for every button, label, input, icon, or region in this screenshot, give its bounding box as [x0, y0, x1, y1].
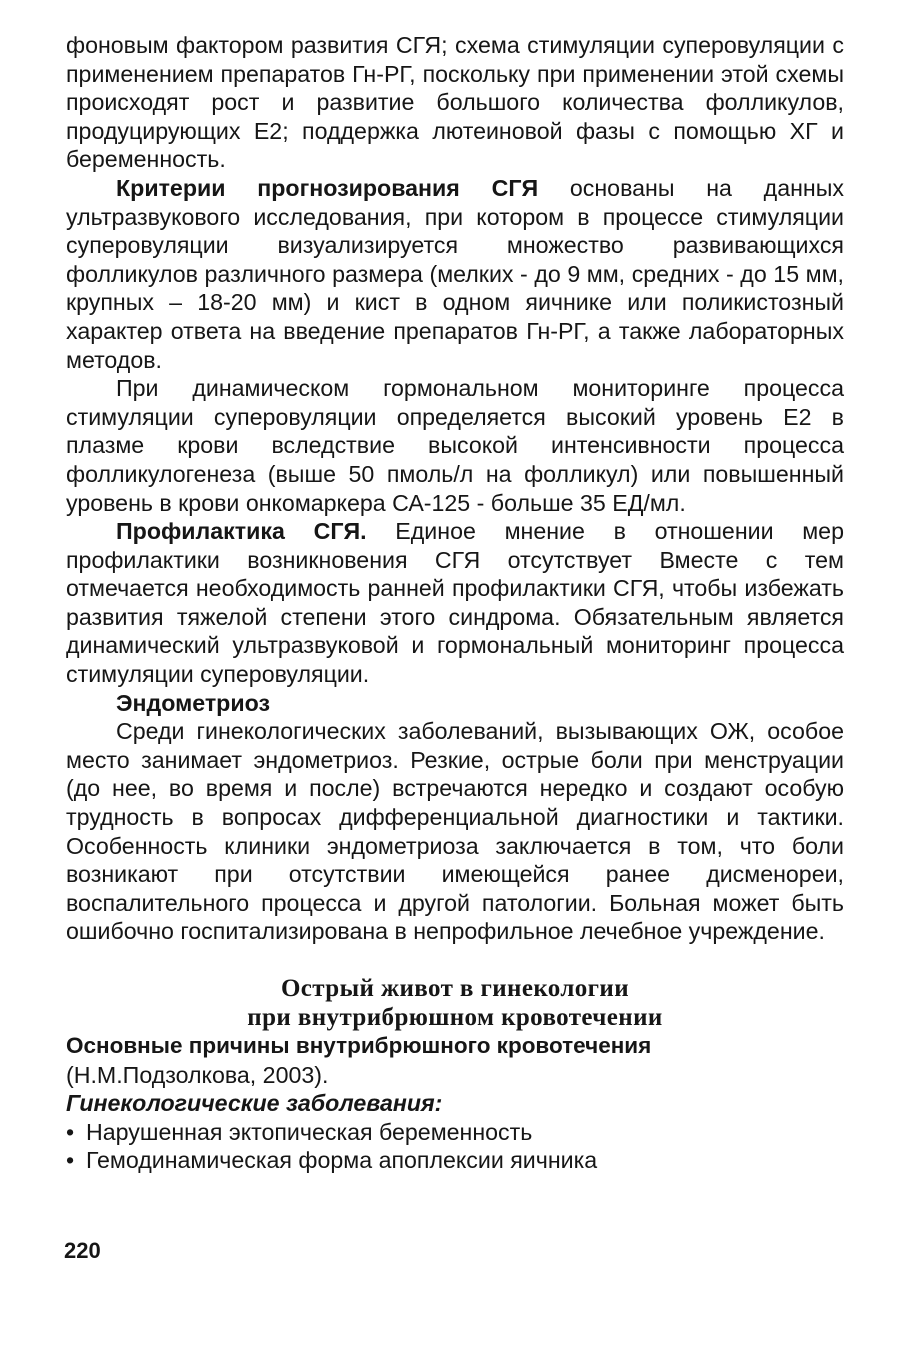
gynecological-heading: Гинекологические заболевания: [66, 1090, 443, 1117]
chapter-title-line2: при внутрибрюшном кровотечении [247, 1004, 663, 1031]
paragraph-endometriosis: Среди гинекологических заболеваний, вызывающих ОЖ, особое место занимает эндометриоз. Резкие, острые боли при менструации (до нее, во время и после) встречаются нередко и создают особую трудность в вопросах дифференциальной диагностики и тактики. Особенность клиники эндометриоза заключается в том, что боли возникают при отсутствии имеющейся ранее дисменореи, воспалительного процесса и другой патологии. Больная может быть ошибочно госпитализирована в непрофильное лечебное учреждение. [66, 718, 844, 945]
causes-source: (Н.М.Подзолкова, 2003). [66, 1061, 329, 1088]
prevention-heading: Профилактика СГЯ. [116, 518, 367, 545]
list-item: • Гемодинамическая форма апоплексии яичника [66, 1146, 844, 1175]
criteria-heading: Критерии прогнозирования СГЯ [116, 174, 539, 201]
criteria-text: основаны на данных ультразвукового исследования, при котором в процессе стимуляции суперовуляции визуализируется множество развивающихся фолликулов различного размера (мелких - до 9 мм, средних - до 15 мм, крупных – 18-20 мм) и кист в одном яичнике или поликистозный характер ответа на введение препаратов Гн-РГ, а также лабораторных методов. [66, 174, 844, 373]
paragraph-monitoring: При динамическом гормональном мониторинге процесса стимуляции суперовуляции определяется высокий уровень Е2 в плазме крови вследствие высокой интенсивности процесса фолликулогенеза (выше 50 пмоль/л на фолликул) или повышенный уровень в крови онкомаркера СА-125 - больше 35 ЕД/мл. [66, 375, 844, 516]
paragraph-criteria [66, 174, 844, 374]
chapter-title-line1: Острый живот в гинекологии [280, 975, 630, 1002]
page-body [66, 31, 844, 1175]
paragraph-prevention [66, 517, 844, 689]
page-number: 220 [64, 1238, 101, 1263]
causes-heading: Основные причины внутрибрюшного кровотечения [66, 1033, 652, 1058]
section-gap [66, 946, 844, 974]
endometriosis-heading: Эндометриоз [116, 689, 270, 716]
disease-list [66, 1118, 844, 1175]
prevention-text: Единое мнение в отношении мер профилактики возникновения СГЯ отсутствует Вместе с тем отмечается необходимость ранней профилактики СГЯ, чтобы избежать развития тяжелой степени этого синдрома. Обязательным является динамический ультразвуковой и гормональный мониторинг процесса стимуляции суперовуляции. [66, 518, 844, 688]
list-item: • Нарушенная эктопическая беременность [66, 1118, 844, 1147]
paragraph-intro: фоновым фактором развития СГЯ; схема стимуляции суперовуляции с применением препаратов Гн-РГ, поскольку при применении этой схемы происходят рост и развитие большого количества фолликулов, продуцирующих Е2; поддержка лютеиновой фазы с помощью ХГ и беременность. [66, 32, 844, 173]
